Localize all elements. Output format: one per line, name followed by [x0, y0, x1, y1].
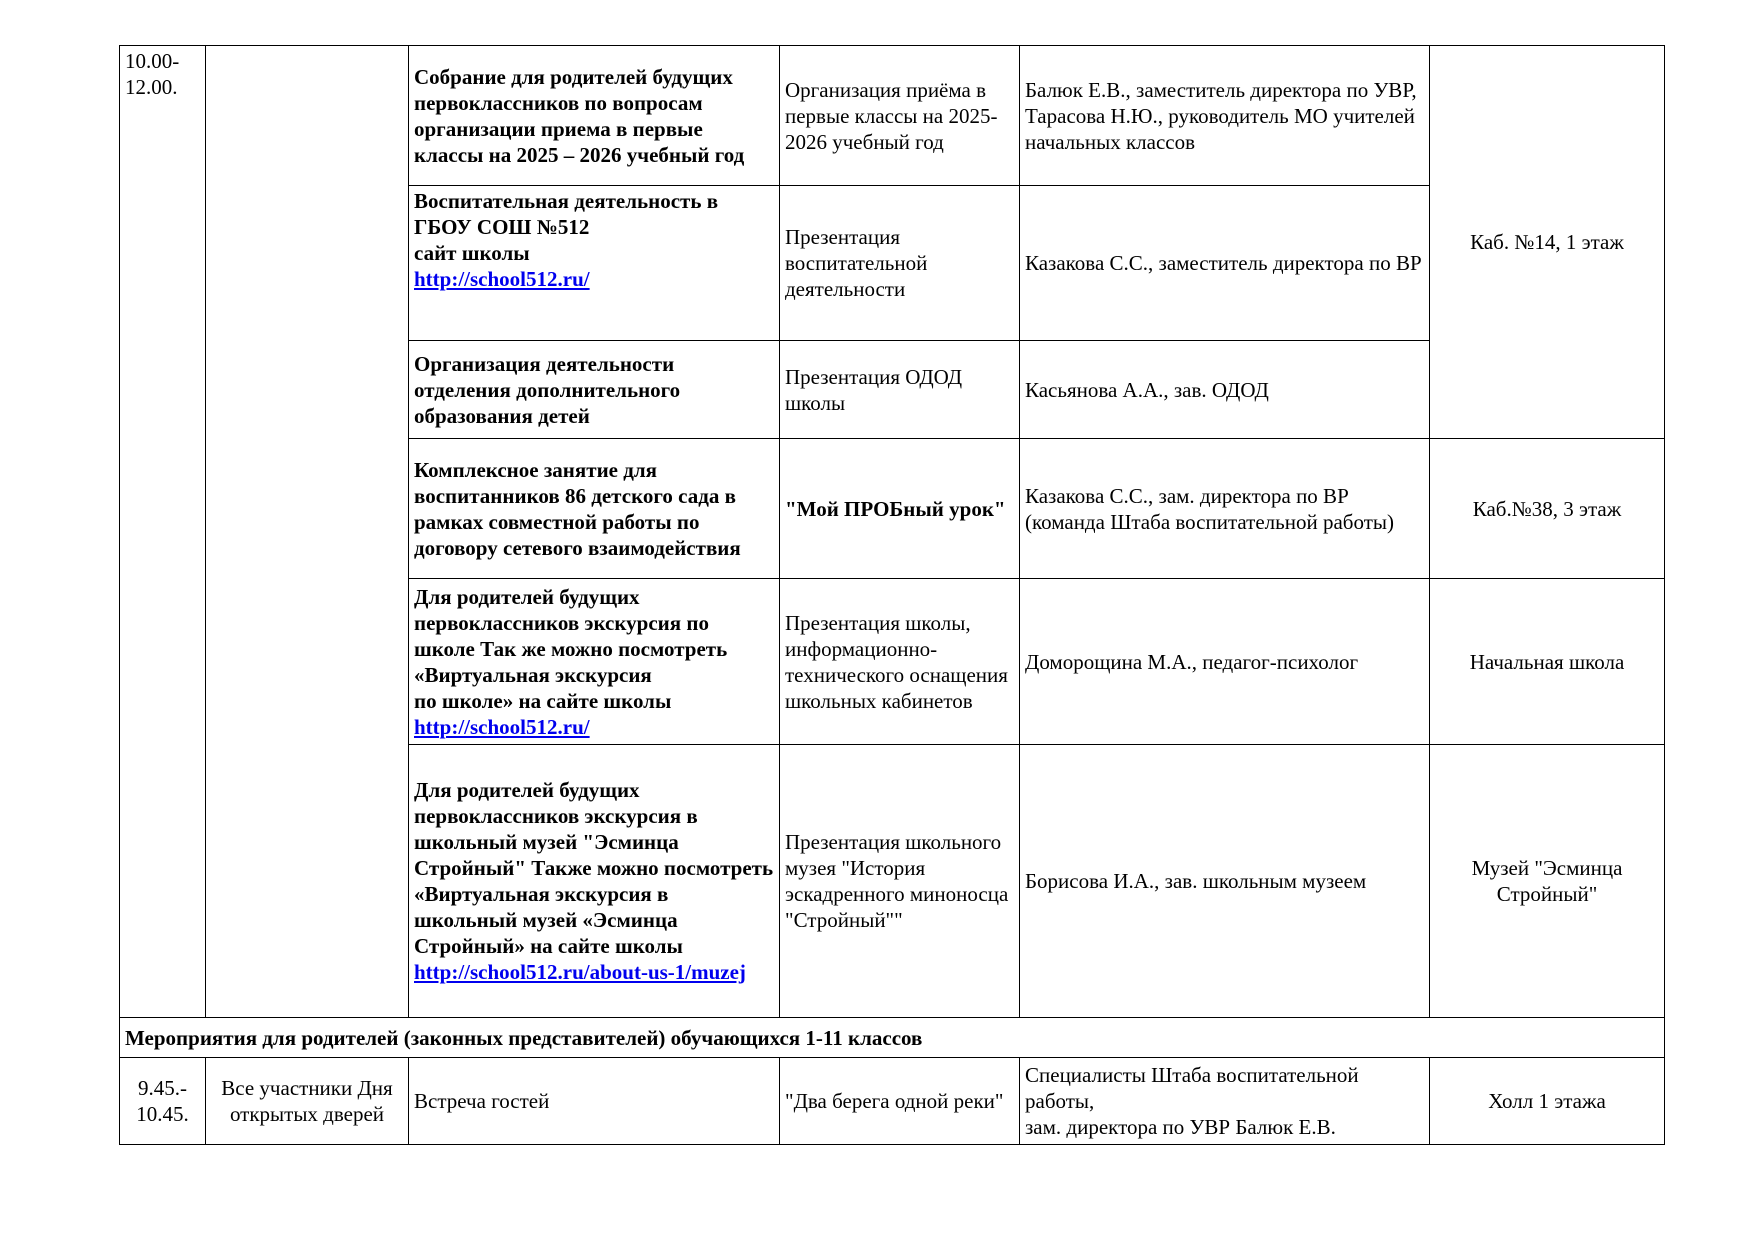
event-cell [409, 745, 780, 1018]
event-text: сайт школы [414, 241, 530, 265]
school-site-link[interactable]: http://school512.ru/ [414, 714, 590, 739]
school-site-link[interactable]: http://school512.ru/ [414, 267, 590, 291]
event-cell: Встреча гостей [409, 1058, 780, 1145]
place-cell: Холл 1 этажа [1430, 1058, 1665, 1145]
responsible-cell: Касьянова А.А., зав. ОДОД [1020, 341, 1430, 439]
responsible-text: зам. директора по УВР Балюк Е.В. [1025, 1115, 1336, 1139]
form-cell: Презентация воспитательной деятельности [780, 186, 1020, 341]
table-row [120, 1058, 1665, 1145]
event-cell [409, 341, 780, 439]
time-cell: 10.00- 12.00. [120, 46, 206, 1018]
responsible-cell: Доморощина М.А., педагог-психолог [1020, 579, 1430, 745]
place-cell: Каб.№38, 3 этаж [1430, 439, 1665, 579]
form-cell: "Два берега одной реки" [780, 1058, 1020, 1145]
table-row [120, 46, 1665, 186]
section-header-row [120, 1018, 1665, 1058]
responsible-cell [1020, 1058, 1430, 1145]
event-cell [409, 439, 780, 579]
place-cell: Каб. №14, 1 этаж [1430, 46, 1665, 439]
participants-cell: Все участники Дня открытых дверей [206, 1058, 409, 1145]
event-cell [409, 186, 780, 341]
event-cell [409, 579, 780, 745]
event-text: Комплексное занятие для воспитанников 86 детского сада в рамках совместной работы по договору сетевого взаимодействия [414, 457, 741, 560]
responsible-text: Специалисты Штаба воспитательной работы, [1025, 1063, 1359, 1113]
participants-cell [206, 46, 409, 1018]
responsible-cell: Казакова С.С., заместитель директора по ВР [1020, 186, 1430, 341]
event-text: по школе» на сайте школы [414, 688, 672, 713]
section-header: Мероприятия для родителей (законных представителей) обучающихся 1-11 классов [120, 1018, 1665, 1058]
event-cell [409, 46, 780, 186]
event-text: Для родителей будущих первоклассников экскурсия по школе Так же можно посмотреть «Виртуальная экскурсия [414, 584, 728, 687]
responsible-cell: Казакова С.С., зам. директора по ВР (команда Штаба воспитательной работы) [1020, 439, 1430, 579]
place-cell: Начальная школа [1430, 579, 1665, 745]
responsible-cell: Борисова И.А., зав. школьным музеем [1020, 745, 1430, 1018]
event-text: Для родителей будущих первоклассников экскурсия в школьный музей "Эсминца Стройный" Также можно посмотреть «Виртуальная экскурсия в школьный музей «Эсминца Стройный» на сайте школы [414, 778, 774, 958]
schedule-table [119, 45, 1665, 1145]
form-cell: Презентация школьного музея "История эскадренного миноносца "Стройный"" [780, 745, 1020, 1018]
time-cell: 9.45.- 10.45. [120, 1058, 206, 1145]
form-cell: Презентация ОДОД школы [780, 341, 1020, 439]
event-text: Организация деятельности отделения дополнительного образования детей [414, 351, 681, 428]
responsible-cell: Балюк Е.В., заместитель директора по УВР, Тарасова Н.Ю., руководитель МО учителей начальных классов [1020, 46, 1430, 186]
form-cell: Презентация школы, информационно-технического оснащения школьных кабинетов [780, 579, 1020, 745]
museum-link[interactable]: http://school512.ru/about-us-1/muzej [414, 960, 746, 984]
form-cell: "Мой ПРОБный урок" [780, 439, 1020, 579]
event-text: Собрание для родителей будущих первоклассников по вопросам организации приема в первые классы на 2025 – 2026 учебный год [414, 64, 745, 167]
place-cell: Музей "Эсминца Стройный" [1430, 745, 1665, 1018]
form-cell: Организация приёма в первые классы на 2025-2026 учебный год [780, 46, 1020, 186]
event-text: Воспитательная деятельность в ГБОУ СОШ №512 [414, 189, 719, 239]
